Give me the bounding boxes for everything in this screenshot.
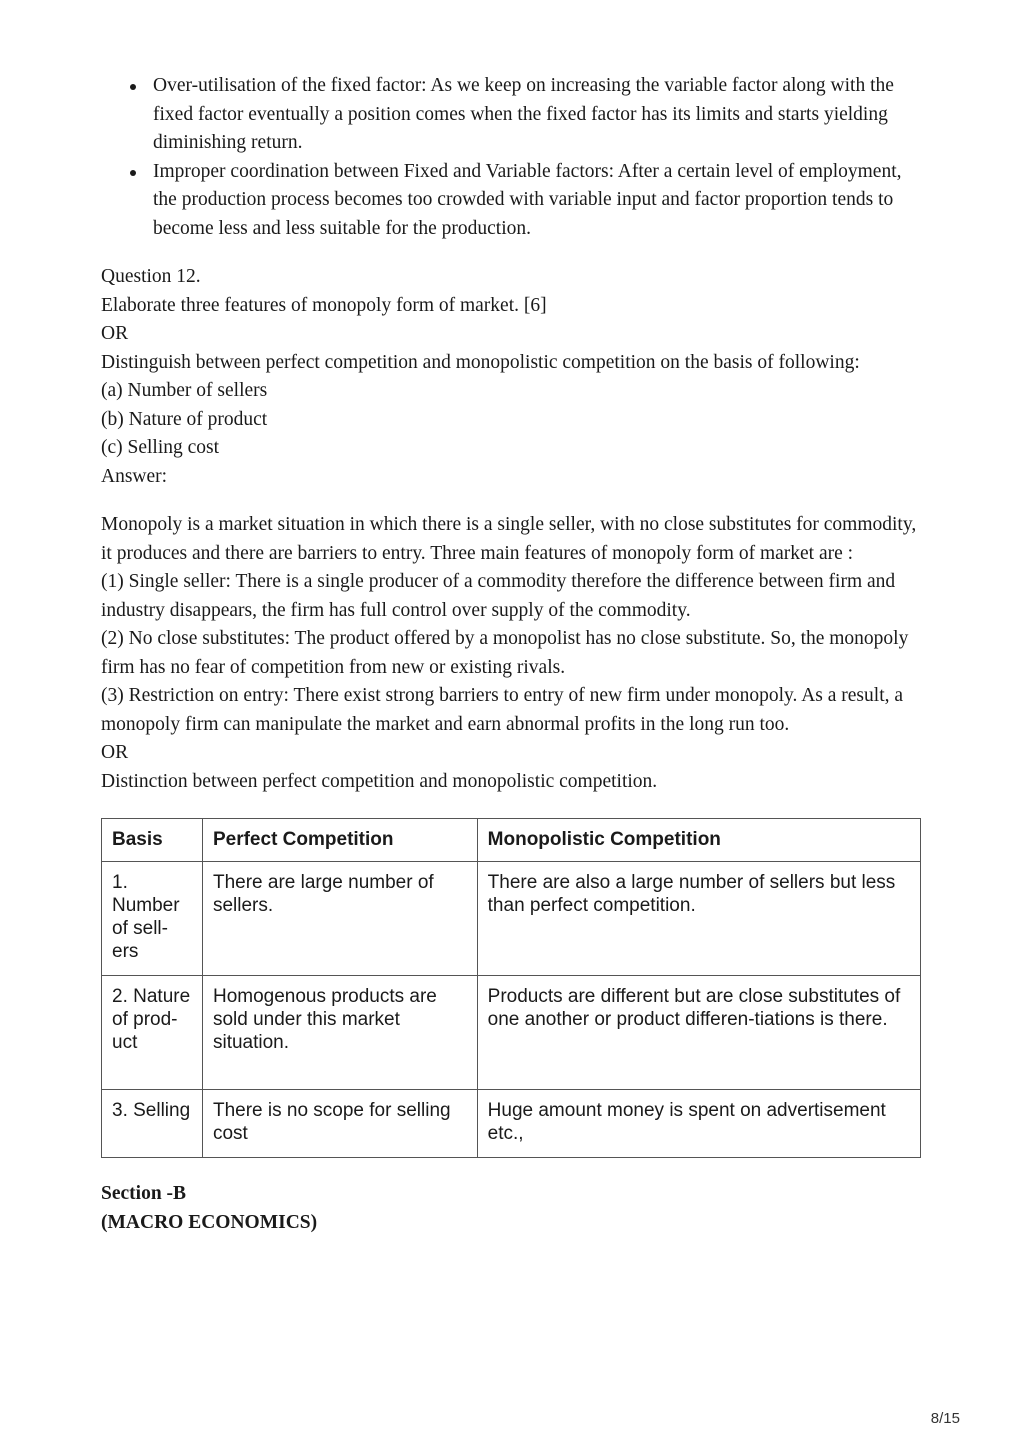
bullet-item: Over-utilisation of the fixed factor: As we keep on increasing the variable factor along with the fixed factor eventually a position comes when the fixed factor has its limits and starts yielding diminishing return. [153,72,923,158]
document-page [101,72,923,1237]
question-block [101,263,923,491]
answer-intro: Monopoly is a market situation in which there is a single seller, with no close substitutes for commodity, it produces and there are barriers to entry. Three main features of monopoly form of market are : [101,514,917,564]
table-cell: There is no scope for selling cost [202,1090,477,1158]
table-row [102,862,921,976]
table-row [102,976,921,1090]
table-header-cell: Basis [102,819,203,862]
table-cell: There are large number of sellers. [202,862,477,976]
answer-point: (1) Single seller: There is a single producer of a commodity therefore the difference between firm and industry disappears, the firm has full control over supply of the commodity. [101,571,896,621]
table-header-cell: Perfect Competition [202,819,477,862]
table-cell: 3. Selling [102,1090,203,1158]
comparison-table [101,818,921,1158]
table-cell: There are also a large number of sellers but less than perfect competition. [477,862,920,976]
table-header-row [102,819,921,862]
distinction-intro: Distinction between perfect competition and monopolistic competition. [101,770,658,792]
bullet-item: Improper coordination between Fixed and Variable factors: After a certain level of employment, the production process becomes too crowded with variable input and factor proportion tends to become less and less suitable for the production. [153,158,923,244]
question-number: Question 12. [101,266,201,287]
question-option: (b) Nature of product [101,408,268,430]
table-cell: Huge amount money is spent on advertisement etc., [477,1090,920,1158]
section-title: Section -B [101,1183,187,1204]
answer-label: Answer: [101,465,168,487]
or-label: OR [101,742,129,763]
section-heading [101,1180,923,1237]
table-cell: 1. Number of sell-ers [102,862,203,976]
question-option: (c) Selling cost [101,437,220,458]
table-row [102,1090,921,1158]
table-header-cell: Monopolistic Competition [477,819,920,862]
table-cell: Products are different but are close substitutes of one another or product differen-tiations is there. [477,976,920,1090]
question-alt-text: Distinguish between perfect competition and monopolistic competition on the basis of following: [101,351,860,373]
table-cell: 2. Nature of prod-uct [102,976,203,1090]
question-option: (a) Number of sellers [101,380,268,401]
section-subtitle: (MACRO ECONOMICS) [101,1211,318,1233]
answer-point: (3) Restriction on entry: There exist strong barriers to entry of new firm under monopoly. As a result, a monopoly firm can manipulate the market and earn abnormal profits in the long run too. [101,685,904,735]
answer-point: (2) No close substitutes: The product offered by a monopolist has no close substitute. So, the monopoly firm has no fear of competition from new or existing rivals. [101,628,909,678]
table-cell: Homogenous products are sold under this market situation. [202,976,477,1090]
bullet-list [101,72,923,243]
or-label: OR [101,323,129,344]
page-number: 8/15 [930,1410,960,1427]
question-text: Elaborate three features of monopoly form of market. [6] [101,294,547,316]
answer-block [101,511,923,796]
